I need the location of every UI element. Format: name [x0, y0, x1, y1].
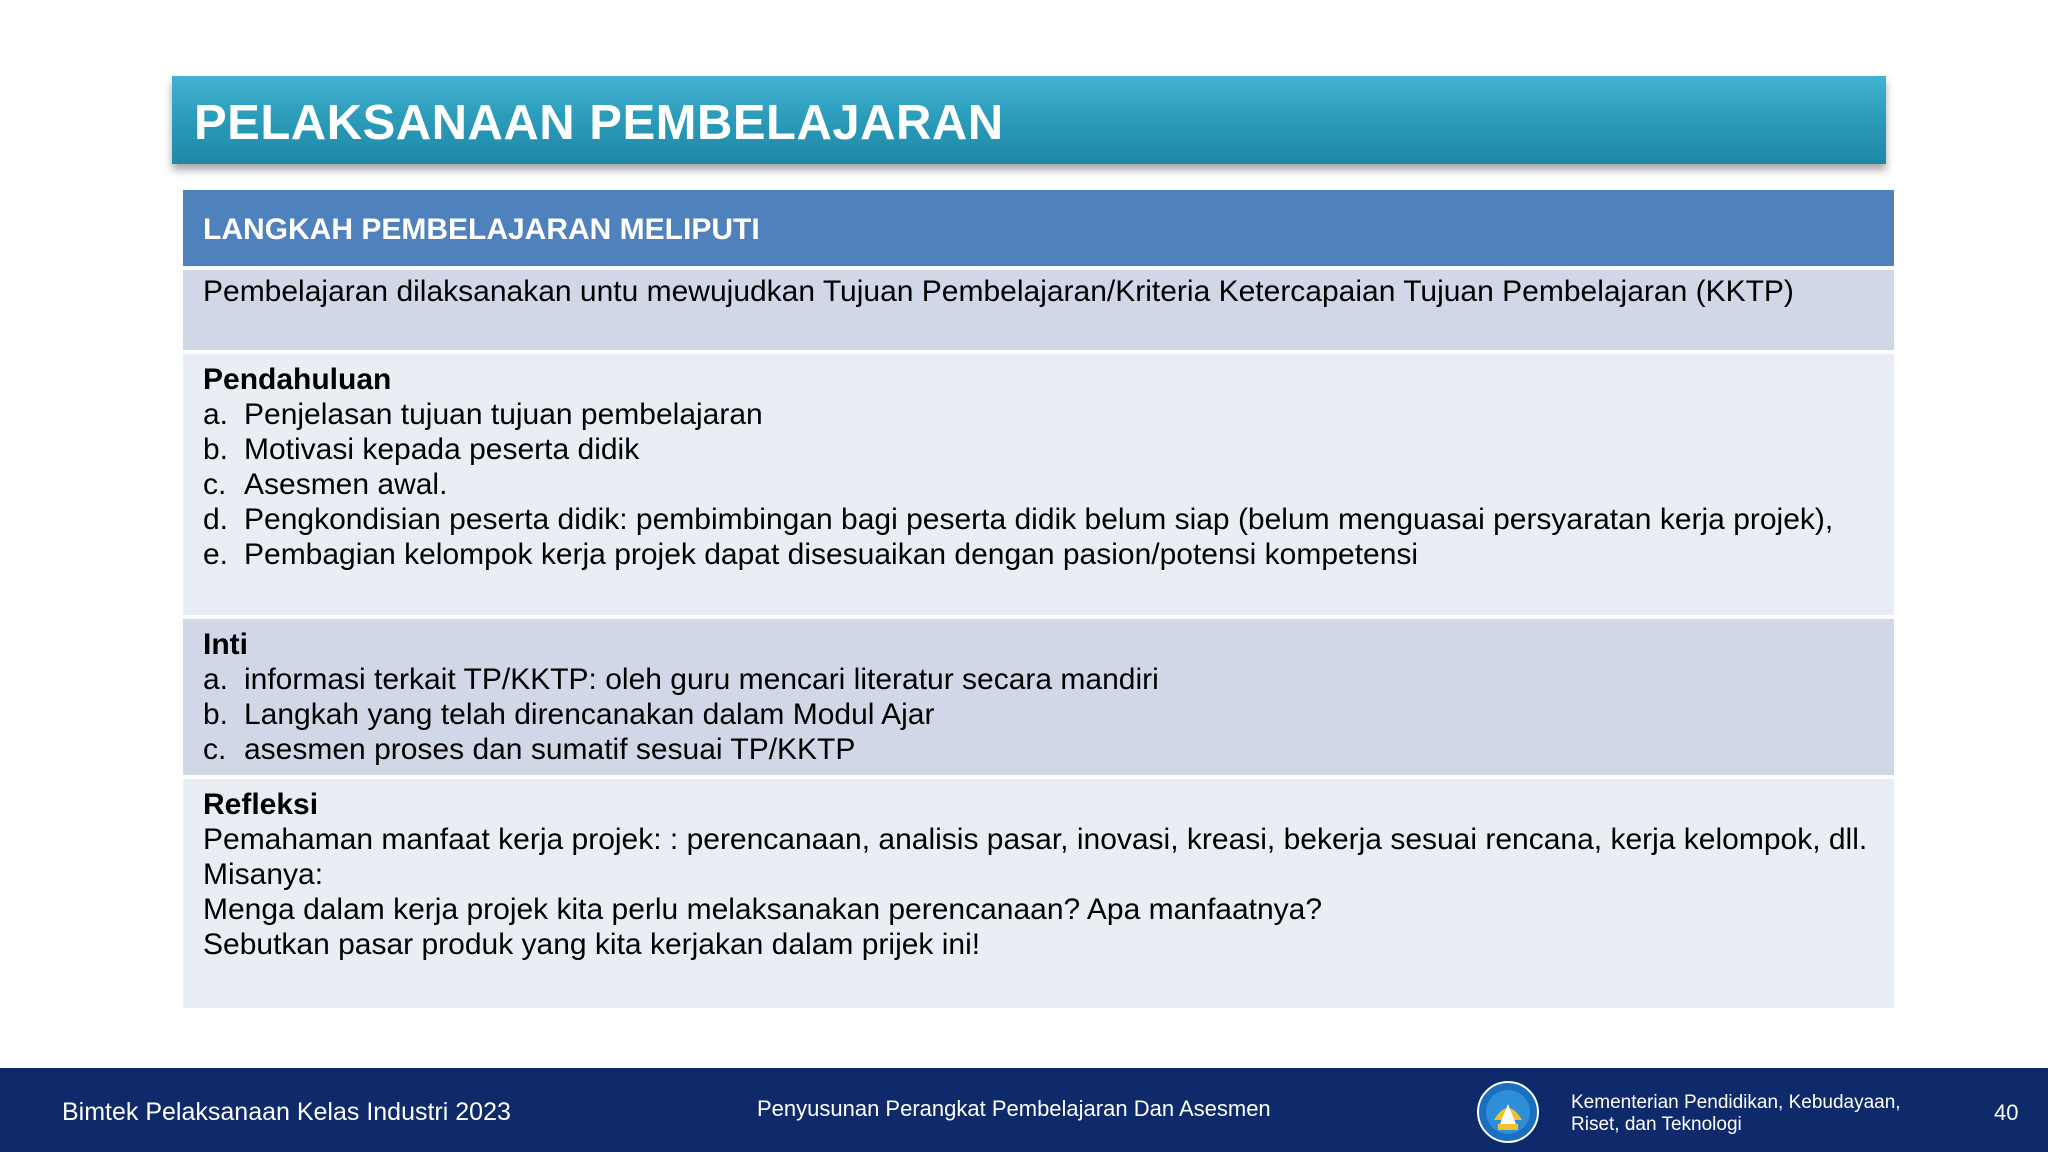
list-text: Langkah yang telah direncanakan dalam Modul Ajar — [244, 698, 935, 731]
refleksi-line: Menga dalam kerja projek kita perlu melaksanakan perencanaan? Apa manfaatnya? — [203, 893, 1323, 926]
list-text: asesmen proses dan sumatif sesuai TP/KKTP — [244, 733, 856, 766]
tut-wuri-handayani-logo-icon — [1476, 1080, 1540, 1144]
footer-event-title: Bimtek Pelaksanaan Kelas Industri 2023 — [62, 1098, 511, 1126]
footer-topic: Penyusunan Perangkat Pembelajaran Dan Asesmen — [757, 1096, 1271, 1121]
list-marker: d. — [203, 503, 229, 536]
list-text: Asesmen awal. — [244, 468, 448, 501]
list-item — [203, 467, 1874, 502]
list-text: Pembagian kelompok kerja projek dapat disesuaikan dengan pasion/potensi kompetensi — [244, 538, 1419, 571]
slide-title: PELAKSANAAN PEMBELAJARAN — [194, 96, 1004, 150]
pendahuluan-section — [183, 354, 1894, 619]
refleksi-line: Pemahaman manfaat kerja projek: : perencanaan, analisis pasar, inovasi, kreasi, bekerja sesuai rencana, kerja kelompok, dll. — [203, 823, 1868, 856]
intro-text: Pembelajaran dilaksanakan untu mewujudkan Tujuan Pembelajaran/Kriteria Ketercapaian Tujuan Pembelajaran (KKTP) — [203, 275, 1794, 308]
list-item — [203, 662, 1874, 697]
list-marker: a. — [203, 398, 229, 431]
list-marker: b. — [203, 433, 229, 466]
inti-section — [183, 619, 1894, 779]
list-marker: c. — [203, 733, 227, 766]
list-marker: c. — [203, 468, 227, 501]
refleksi-section — [183, 779, 1894, 1008]
refleksi-line: Misanya: — [203, 858, 324, 891]
list-marker: b. — [203, 698, 229, 731]
list-item — [203, 537, 1874, 572]
footer-bar — [0, 1068, 2048, 1152]
ministry-line-1: Kementerian Pendidikan, Kebudayaan, — [1571, 1092, 1901, 1113]
ministry-line-2: Riset, dan Teknologi — [1571, 1114, 1742, 1135]
list-marker: e. — [203, 538, 229, 571]
list-marker: a. — [203, 663, 229, 696]
list-item — [203, 502, 1874, 537]
list-text: informasi terkait TP/KKTP: oleh guru mencari literatur secara mandiri — [244, 663, 1159, 696]
list-text: Pengkondisian peserta didik: pembimbingan bagi peserta didik belum siap (belum menguasai persyaratan kerja projek), — [244, 503, 1834, 536]
footer-ministry — [1571, 1092, 1901, 1136]
learning-steps-table — [183, 190, 1894, 1008]
page-number: 40 — [1994, 1100, 2019, 1125]
refleksi-line: Sebutkan pasar produk yang kita kerjakan dalam prijek ini! — [203, 928, 981, 961]
intro-row — [183, 270, 1894, 354]
section-heading: Refleksi — [203, 788, 319, 821]
list-item — [203, 397, 1874, 432]
table-header: LANGKAH PEMBELAJARAN MELIPUTI — [183, 190, 1894, 270]
section-heading: Inti — [203, 628, 248, 661]
list-text: Penjelasan tujuan tujuan pembelajaran — [244, 398, 763, 431]
list-text: Motivasi kepada peserta didik — [244, 433, 640, 466]
list-item — [203, 732, 1874, 767]
section-heading: Pendahuluan — [203, 363, 392, 396]
list-item — [203, 697, 1874, 732]
title-banner — [172, 76, 1886, 164]
list-item — [203, 432, 1874, 467]
